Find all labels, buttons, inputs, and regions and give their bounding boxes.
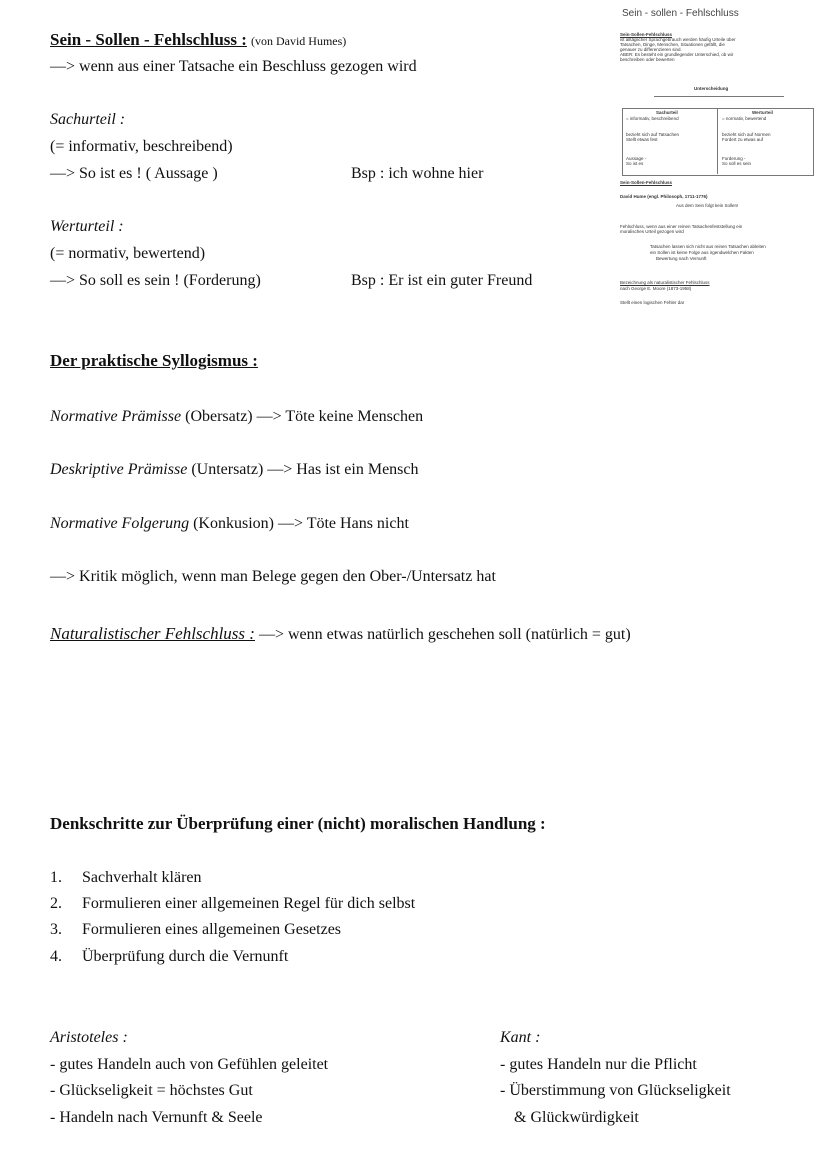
thumbnail-line: Bewertung nach Vernunft	[656, 256, 707, 261]
step-item	[50, 921, 341, 939]
thumbnail-line: Fehlschluss, wenn aus einer reinen Tatsachenfeststellung ein	[620, 224, 743, 229]
sachurteil-bsp: Bsp : ich wohne hier	[351, 165, 484, 182]
section1-definition: —> wenn aus einer Tatsache ein Beschluss gezogen wird	[50, 58, 417, 75]
thumbnail-table-divider	[717, 108, 718, 174]
section1-header	[50, 30, 346, 50]
naturalistic-rest: —> wenn etwas natürlich geschehen soll (natürlich = gut)	[254, 626, 631, 643]
step-text: Sachverhalt klären	[82, 869, 202, 886]
sachurteil-example: —> So ist es ! ( Aussage )	[50, 165, 218, 182]
aristoteles-item: - gutes Handeln auch von Gefühlen geleitet	[50, 1056, 329, 1073]
thumbnail-line: Tatsachen, Dinge, Menschen, Situationen gefällt, die	[620, 42, 725, 47]
kant-item: & Glückwürdigkeit	[514, 1109, 639, 1126]
kant-item: - gutes Handeln nur die Pflicht	[500, 1056, 697, 1073]
step-item	[50, 948, 288, 966]
thumbnail-line: ABER: Es besteht ein grundlegender Unterschied, ob wir	[620, 52, 734, 57]
sachurteil-heading: Sachurteil :	[50, 111, 126, 128]
premise-line	[50, 461, 419, 479]
premise-term: Normative Prämisse	[50, 408, 182, 425]
naturalistic-line	[50, 624, 631, 644]
step-number: 2.	[50, 895, 62, 912]
thumbnail-line: ein Sollen ist keine Folge aus irgendwelchen Fakten	[650, 250, 754, 255]
thumbnail-line: Stellt einen logischen Fehler dar	[620, 300, 685, 305]
notes-thumbnail	[616, 6, 822, 328]
step-text: Formulieren einer allgemeinen Regel für dich selbst	[82, 895, 416, 912]
step-number: 3.	[50, 921, 62, 938]
kant-heading: Kant :	[500, 1029, 541, 1046]
thumbnail-line: Tatsachen lassen sich nicht aus reinen Tatsachen ableiten	[650, 244, 766, 249]
thumbnail-line: Fordert zu etwas auf	[722, 137, 764, 142]
kritik-line: —> Kritik möglich, wenn man Belege gegen den Ober-/Untersatz hat	[50, 568, 496, 585]
werturteil-heading: Werturteil :	[50, 218, 124, 235]
naturalistic-term: Naturalistischer Fehlschluss :	[50, 624, 255, 643]
section3-title: Denkschritte zur Überprüfung einer (nicht) moralischen Handlung :	[50, 814, 546, 833]
werturteil-desc: (= normativ, bewertend)	[50, 245, 206, 262]
premise-rest: (Untersatz) —> Has ist ein Mensch	[187, 461, 419, 478]
sachurteil-desc: (= informativ, beschreibend)	[50, 138, 233, 155]
thumbnail-branch	[654, 96, 784, 97]
thumbnail-line: Werturteil	[752, 110, 773, 115]
step-text: Überprüfung durch die Vernunft	[82, 948, 289, 965]
thumbnail-line: Forderung -	[722, 156, 746, 161]
kant-item: - Überstimmung von Glückseligkeit	[500, 1082, 731, 1099]
aristoteles-item: - Handeln nach Vernunft & Seele	[50, 1109, 263, 1126]
aristoteles-item: - Glückseligkeit = höchstes Gut	[50, 1082, 253, 1099]
werturteil-example: —> So soll es sein ! (Forderung)	[50, 272, 261, 289]
thumbnail-line: Unterscheidung	[694, 86, 729, 91]
werturteil-bsp: Bsp : Er ist ein guter Freund	[351, 272, 533, 289]
thumbnail-title: Sein - sollen - Fehlschluss	[622, 8, 739, 19]
thumbnail-line: So ist es	[626, 161, 644, 166]
thumbnail-line: So soll es sein	[722, 161, 752, 166]
section2-title: Der praktische Syllogismus :	[50, 351, 258, 370]
step-number: 1.	[50, 869, 62, 886]
step-number: 4.	[50, 948, 62, 965]
thumbnail-line: Sein-Sollen-Fehlschluss	[620, 32, 673, 37]
aristoteles-heading: Aristoteles :	[50, 1029, 128, 1046]
premise-line	[50, 515, 409, 533]
thumbnail-line: Stellt etwas fest	[626, 137, 658, 142]
thumbnail-line: ist alltäglicher Sprachgebrauch werden häufig Urteile über	[620, 37, 736, 42]
thumbnail-line: Bezeichnung als naturalistischer Fehlschluss	[620, 280, 710, 285]
thumbnail-line: David Hume (engl. Philosoph, 1711-1776)	[620, 194, 708, 199]
section1-title: Sein - Sollen - Fehlschluss :	[50, 30, 247, 49]
thumbnail-line: Aussage -	[626, 156, 647, 161]
thumbnail-line: Sachurteil	[656, 110, 678, 115]
thumbnail-line: Aus dem Sein folgt kein Sollen!	[676, 203, 739, 208]
thumbnail-line: beschreiben oder bewerten	[620, 57, 675, 62]
thumbnail-line: bezieht sich auf Normen	[722, 132, 771, 137]
premise-rest: (Konkusion) —> Töte Hans nicht	[189, 515, 409, 532]
thumbnail-line: nach George E. Moore (1873-1958)	[620, 286, 692, 291]
thumbnail-line: = informativ, beschreibend	[626, 116, 679, 121]
section1-title-note: (von David Humes)	[250, 34, 347, 48]
premise-line	[50, 408, 423, 426]
step-item	[50, 895, 415, 913]
premise-term: Deskriptive Prämisse	[50, 461, 188, 478]
thumbnail-line: = normativ, bewertend	[722, 116, 767, 121]
premise-term: Normative Folgerung	[50, 515, 190, 532]
thumbnail-line: bezieht sich auf Tatsachen	[626, 132, 679, 137]
thumbnail-line: moralisches Urteil gezogen wird	[620, 229, 684, 234]
thumbnail-line: genauer zu differenzieren sind.	[620, 47, 682, 52]
step-text: Formulieren eines allgemeinen Gesetzes	[82, 921, 342, 938]
thumbnail-line: Sein-Sollen-Fehlschluss	[620, 180, 673, 185]
step-item	[50, 869, 202, 887]
premise-rest: (Obersatz) —> Töte keine Menschen	[181, 408, 424, 425]
